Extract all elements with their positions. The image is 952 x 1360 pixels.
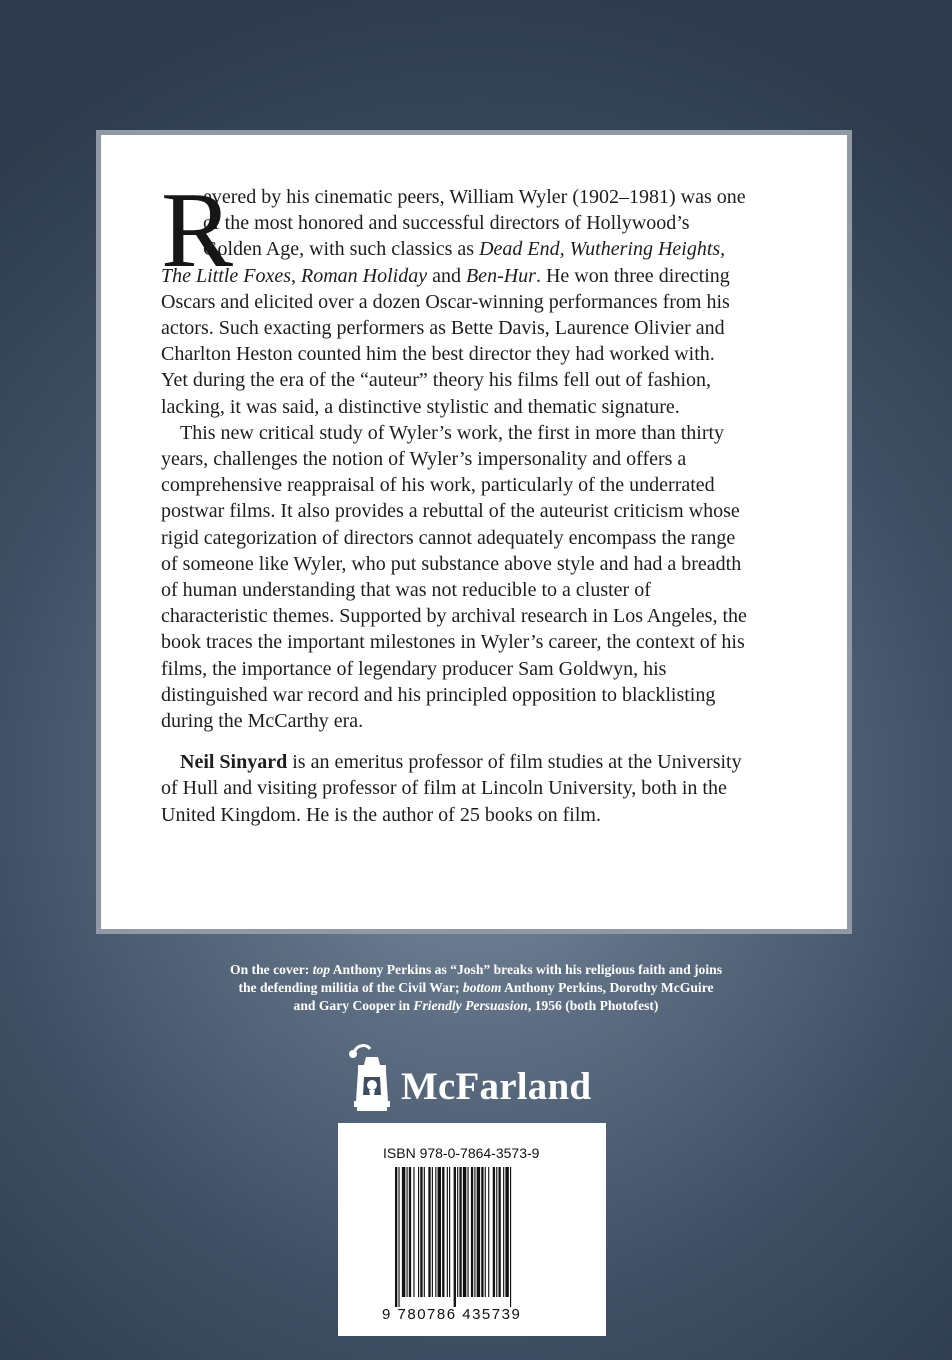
barcode-bar [467,1167,468,1297]
barcode-bar [481,1167,483,1297]
blurb-line: This new critical study of Wyler’s work, the first in more than thirty [180,421,725,444]
blurb-line: of someone like Wyler, who put substance above style and had a breadth [161,552,742,575]
barcode-bar [428,1167,430,1297]
barcode-bar [474,1167,475,1297]
barcode-bar [477,1167,480,1297]
barcode-bars [395,1167,560,1307]
blurb-line: of human understanding that was not reducible to a cluster of [161,579,651,602]
barcode-bar [407,1167,408,1297]
blurb-line: lacking, it was said, a distinctive stylistic and thematic signature. [161,395,680,418]
barcode-bar [488,1167,489,1297]
lantern-icon [344,1043,400,1117]
bio-line: Neil Sinyard is an emeritus professor of film studies at the University [180,751,742,774]
blurb-line: comprehensive reappraisal of his work, particularly of the underrated [161,474,715,497]
bio-line: United Kingdom. He is the author of 25 books on film. [161,803,601,826]
barcode-bar [432,1167,433,1297]
blurb-line: evered by his cinematic peers, William Wyler (1902–1981) was one [203,186,746,208]
barcode-bar [398,1167,399,1307]
publisher-name: McFarland [401,1065,592,1108]
barcode-bar [438,1167,441,1297]
isbn-label: ISBN 978-0-7864-3573-9 [383,1145,540,1161]
barcode-bar [463,1167,466,1297]
barcode-bar [409,1167,411,1297]
barcode-bar [402,1167,405,1297]
barcode-bar [442,1167,444,1297]
barcode-bar [413,1167,414,1297]
blurb-line: films, the importance of legendary producer Sam Goldwyn, his [161,657,667,680]
barcode-bar [505,1167,508,1297]
film-title: The Little Foxes, Roman Holiday [161,264,428,287]
barcode-bar [395,1167,397,1307]
blurb-line: postwar films. It also provides a rebuttal of the auteurist criticism whose [161,500,740,523]
blurb-line: book traces the important milestones in Wyler’s career, the context of his [161,631,745,654]
barcode-bar [485,1167,486,1297]
blurb-line: years, challenges the notion of Wyler’s impersonality and offers a [161,448,687,471]
barcode-bar [435,1167,436,1297]
blurb-line: actors. Such exacting performers as Bette Davis, Laurence Olivier and [161,317,725,340]
blurb-line: Oscars and elicited over a dozen Oscar-winning performances from his [161,290,730,313]
barcode-bar [420,1167,422,1297]
barcode-bar [499,1167,501,1297]
film-title: Dead End, Wuthering Heights, [479,238,726,261]
blurb-line: Charlton Heston counted him the best director they had worked with. [161,343,715,366]
barcode-number: 9 780786 435739 [382,1306,522,1323]
barcode-bar [493,1167,495,1297]
barcode-bar [496,1167,497,1297]
barcode-bar [457,1167,458,1297]
blurb-panel [96,130,852,934]
blurb-line: of the most honored and successful directors of Hollywood’s [203,212,690,235]
bio-line: of Hull and visiting professor of film at Lincoln University, both in the [161,777,727,800]
blurb-line: Yet during the era of the “auteur” theory his films fell out of fashion, [161,369,712,392]
blurb-line: characteristic themes. Supported by archival research in Los Angeles, the [161,605,747,628]
barcode-bar [459,1167,461,1297]
blurb-line: Golden Age, with such classics as Dead End, Wuthering Heights, [203,238,726,261]
blurb-text [161,171,811,828]
blurb-line: distinguished war record and his principled opposition to blacklisting [161,683,716,706]
publisher-logo [344,1043,614,1117]
author-name: Neil Sinyard [180,751,288,774]
cover-caption: On the cover: top Anthony Perkins as “Josh” breaks with his religious faith and joins the defending militia of the Civil War; bottom Anthony Perkins, Dorothy McGuire and Gary Cooper in Friendly Persuasion, 1956 (both Photofest) [230,962,722,1013]
blurb-line: during the McCarthy era. [161,710,364,733]
barcode-box [338,1123,606,1336]
blurb-line: The Little Foxes, Roman Holiday and Ben-Hur. He won three directing [161,264,730,287]
blurb-line: rigid categorization of directors cannot adequately encompass the range [161,526,736,549]
drop-cap: R [161,171,234,290]
barcode-bar [447,1167,448,1297]
barcode-bar [471,1167,473,1297]
barcode-bar [418,1167,419,1297]
film-title: Ben-Hur [465,264,536,287]
barcode-bar [424,1167,425,1297]
barcode-bar [449,1167,450,1297]
barcode-bar [454,1167,456,1307]
barcode-bar [510,1167,511,1307]
barcode-bar [503,1167,504,1297]
